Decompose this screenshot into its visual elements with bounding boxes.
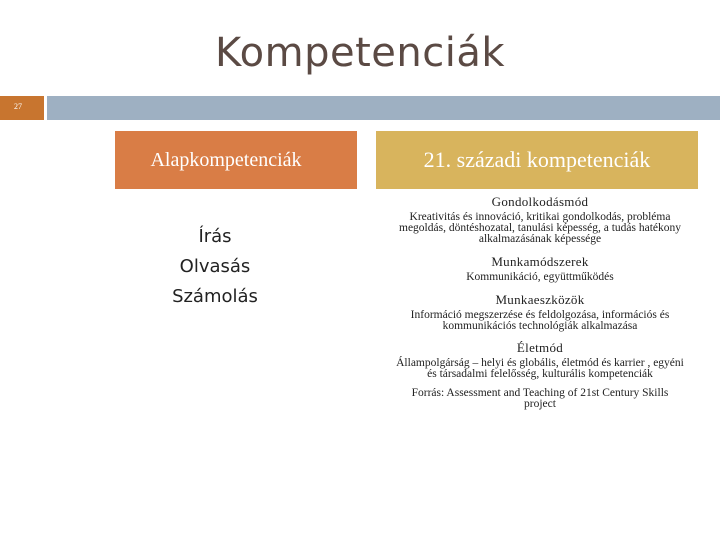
- 21st-century-competencies-label: 21. századi kompetenciák: [423, 147, 651, 172]
- section-text-thinking: Kreativitás és innováció, kritikai gondolkodás, probléma megoldás, döntéshozatal, tanulási képesség, a tudás hatékony alkalmazásának képessége: [399, 211, 681, 245]
- list-item: Számolás: [172, 286, 258, 307]
- basic-competencies-label: Alapkompetenciák: [150, 148, 302, 171]
- list-item: Írás: [198, 226, 232, 247]
- section-text-living: Állampolgárság – helyi és globális, életmód és karrier , egyéni és társadalmi felelősség, kulturális kompetenciák: [396, 357, 684, 380]
- basic-competencies-list: [115, 222, 315, 312]
- section-heading-tools: Munkaeszközök: [495, 292, 585, 307]
- slide-title: Kompetenciák: [214, 30, 506, 76]
- title-divider-bar: [47, 96, 720, 120]
- section-text-tools: Információ megszerzése és feldolgozása, információs és kommunikációs technológiák alkalmazása: [410, 309, 670, 332]
- slide-number-bar: [0, 96, 44, 120]
- source-note: Forrás: Assessment and Teaching of 21st Century Skills project: [411, 387, 669, 410]
- section-heading-working: Munkamódszerek: [491, 254, 589, 269]
- section-text-working: Kommunikáció, együttműködés: [466, 271, 614, 283]
- basic-competencies-header: [115, 131, 357, 189]
- section-heading-thinking: Gondolkodásmód: [491, 194, 589, 209]
- list-item: Olvasás: [179, 256, 251, 277]
- 21st-century-competencies-header: [376, 131, 698, 189]
- section-heading-living: Életmód: [516, 340, 564, 355]
- 21st-century-competencies-list: [395, 194, 685, 419]
- slide-number: 27: [14, 102, 22, 111]
